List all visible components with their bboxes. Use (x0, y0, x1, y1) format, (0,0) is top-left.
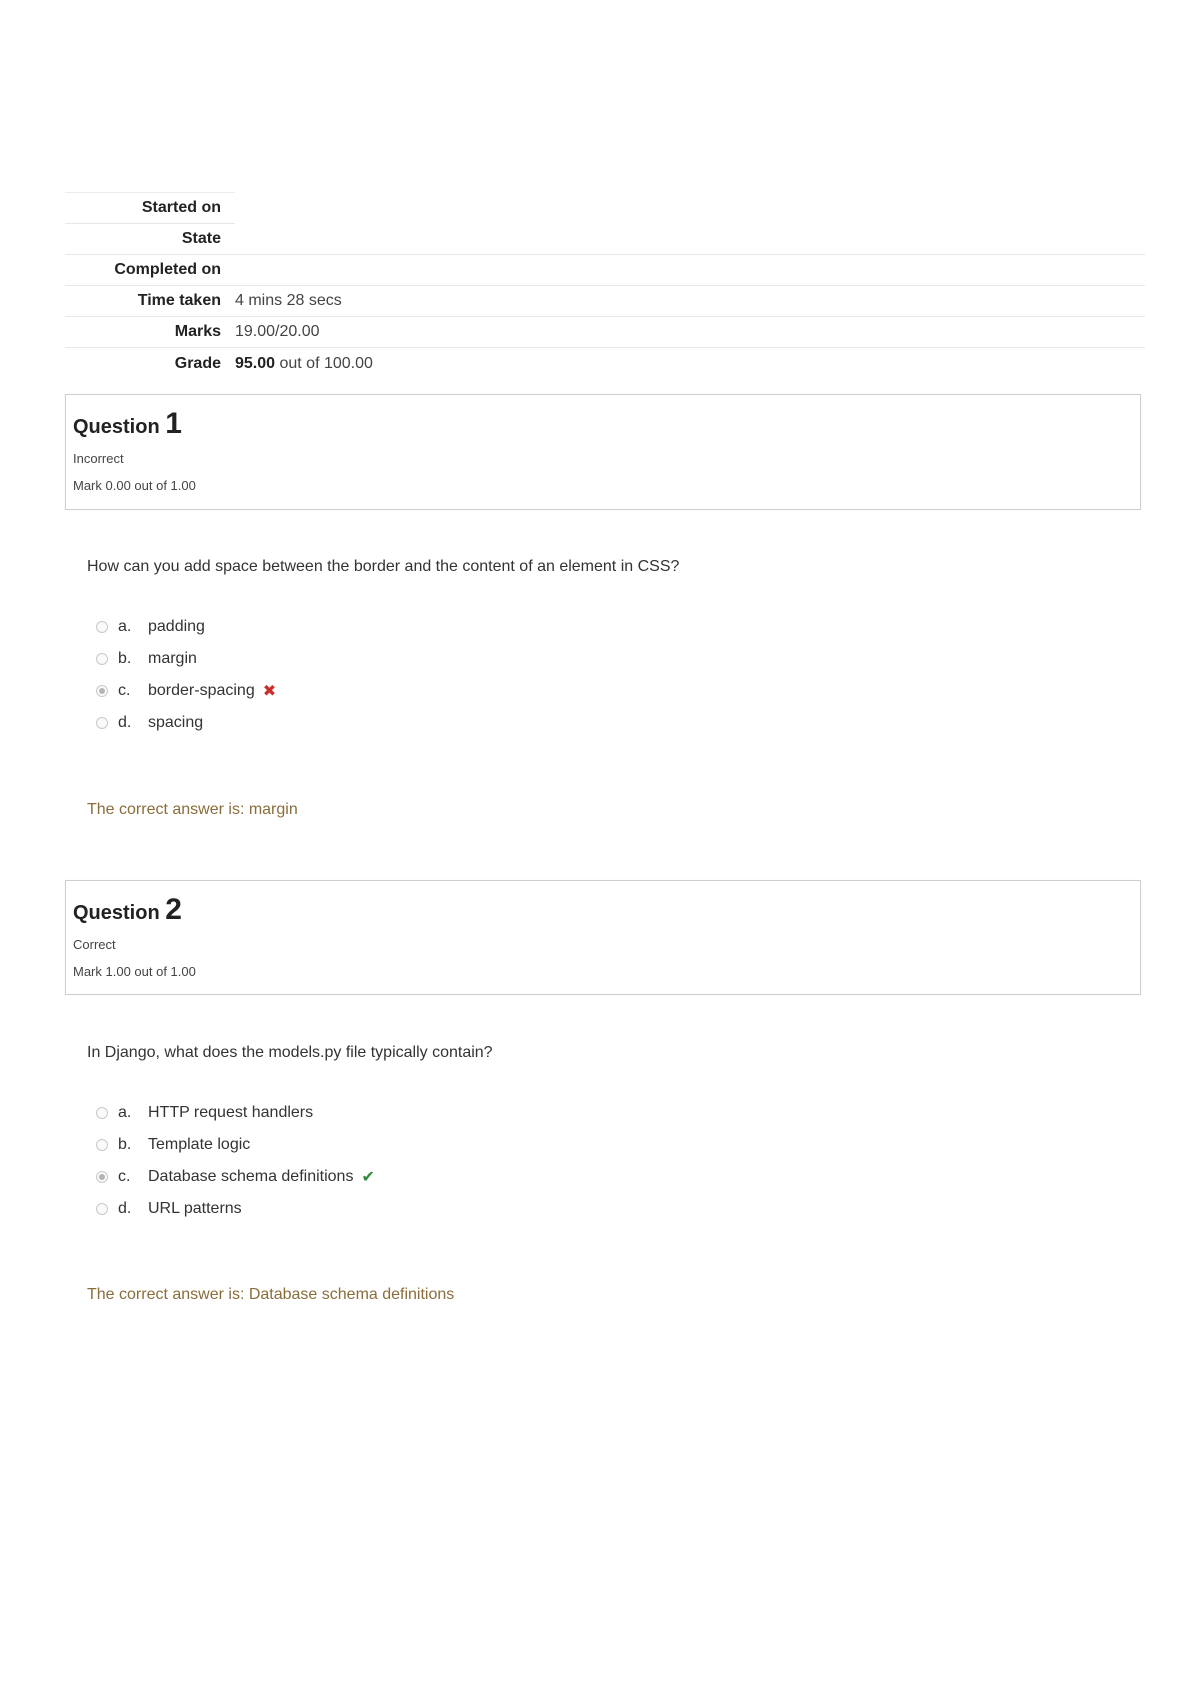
summary-row-completed-on (65, 255, 1145, 286)
summary-value (235, 348, 1145, 381)
option-letter: a. (118, 618, 132, 635)
answer-option[interactable] (96, 1097, 375, 1129)
question-number (73, 407, 1140, 441)
question-number (73, 893, 1140, 927)
summary-value (235, 255, 1145, 286)
summary-row-time-taken (65, 286, 1145, 317)
radio-button-selected[interactable] (96, 1171, 108, 1183)
question-2-text: In Django, what does the models.py file typically contain? (87, 1044, 493, 1061)
answer-option[interactable] (96, 611, 276, 643)
answer-option[interactable] (96, 675, 276, 707)
question-2-info (65, 880, 1141, 995)
question-1-text: How can you add space between the border and the content of an element in CSS? (87, 558, 680, 575)
question-label: Question (73, 416, 160, 438)
option-text: margin (148, 650, 197, 667)
grade-value: 95.00 (235, 355, 276, 372)
question-mark: Mark 1.00 out of 1.00 (73, 964, 196, 979)
option-text: HTTP request handlers (148, 1104, 314, 1121)
summary-value: 4 mins 28 secs (235, 286, 1145, 317)
summary-label: State (65, 224, 235, 255)
question-1-answers (96, 611, 276, 739)
summary-row-started-on (65, 193, 1145, 224)
radio-button[interactable] (96, 653, 108, 665)
summary-label: Completed on (65, 255, 235, 286)
question-2-feedback: The correct answer is: Database schema definitions (87, 1286, 455, 1303)
quiz-summary-table (65, 192, 1145, 380)
option-letter: c. (118, 1168, 131, 1185)
option-letter: b. (118, 650, 132, 667)
option-letter: c. (118, 682, 131, 699)
correct-check-icon: ✔ (361, 1169, 375, 1186)
question-1-info (65, 394, 1141, 510)
question-mark: Mark 0.00 out of 1.00 (73, 478, 196, 493)
answer-option[interactable] (96, 1129, 375, 1161)
question-label: Question (73, 902, 160, 924)
summary-label: Time taken (65, 286, 235, 317)
incorrect-icon: ✖ (262, 683, 277, 700)
summary-label: Marks (65, 317, 235, 348)
radio-button[interactable] (96, 1139, 108, 1151)
answer-option[interactable] (96, 1193, 375, 1225)
question-state: Incorrect (73, 451, 124, 466)
grade-out-of: out of 100.00 (275, 355, 373, 372)
option-letter: d. (118, 1200, 132, 1217)
option-letter: d. (118, 714, 132, 731)
option-letter: a. (118, 1104, 132, 1121)
summary-row-grade (65, 348, 1145, 381)
option-text: spacing (148, 714, 204, 731)
option-text: URL patterns (148, 1200, 242, 1217)
radio-button[interactable] (96, 717, 108, 729)
radio-button[interactable] (96, 621, 108, 633)
option-text: Template logic (148, 1136, 251, 1153)
answer-option[interactable] (96, 643, 276, 675)
summary-row-state (65, 224, 1145, 255)
summary-row-marks (65, 317, 1145, 348)
summary-label: Grade (65, 348, 235, 381)
summary-value: 19.00/20.00 (235, 317, 1145, 348)
question-number-value: 1 (165, 407, 182, 440)
question-1-feedback: The correct answer is: margin (87, 801, 298, 818)
summary-label: Started on (65, 193, 235, 224)
radio-button[interactable] (96, 1203, 108, 1215)
option-text: Database schema definitions (148, 1168, 354, 1185)
answer-option[interactable] (96, 1161, 375, 1193)
question-number-value: 2 (165, 893, 182, 926)
summary-value (235, 193, 1145, 224)
option-letter: b. (118, 1136, 132, 1153)
answer-option[interactable] (96, 707, 276, 739)
question-state: Correct (73, 937, 116, 952)
option-text: padding (148, 618, 205, 635)
radio-button[interactable] (96, 1107, 108, 1119)
option-text: border-spacing (148, 682, 255, 699)
radio-button-selected[interactable] (96, 685, 108, 697)
summary-value (235, 224, 1145, 255)
question-2-answers (96, 1097, 375, 1225)
